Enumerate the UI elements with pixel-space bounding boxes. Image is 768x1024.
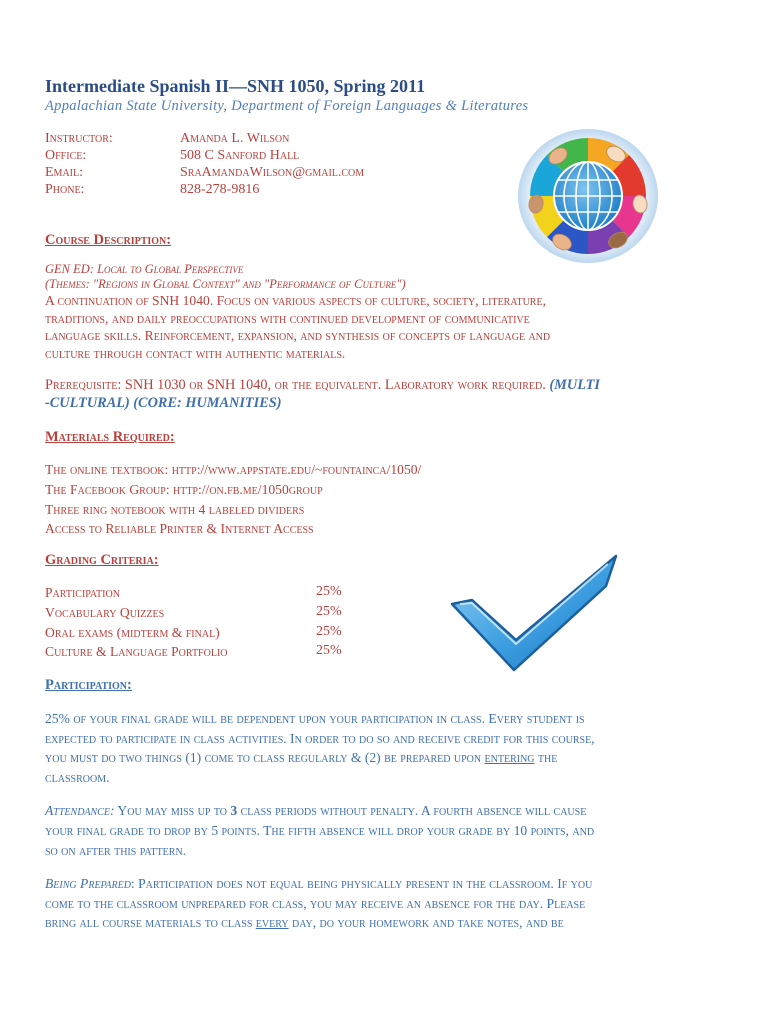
participation-line-1: 25% of your final grade will be dependent upon your participation in class. Every student is — [45, 711, 585, 726]
being-prepared-line-1 — [45, 874, 592, 894]
prerequisite-text: Prerequisite: SNH 1030 or SNH 1040, or the equivalent. Laboratory work required. — [45, 377, 546, 393]
being-prepared-line-3 — [45, 913, 564, 933]
material-item-1: The online textbook: http://www.appstate.edu/~fountainca/1050/ — [45, 462, 422, 477]
phone-label: Phone: — [45, 182, 85, 197]
instructor-value: Amanda L. Wilson — [180, 131, 290, 146]
attendance-number: 3 — [230, 803, 238, 818]
grading-label-2: Vocabulary Quizzes — [45, 605, 165, 620]
email-label: Email: — [45, 165, 83, 180]
description-line-1: A continuation of SNH 1040. Focus on various aspects of culture, society, literature, — [45, 293, 546, 308]
course-description-heading: Course Description: — [45, 232, 172, 248]
participation-line-4: classroom. — [45, 770, 110, 785]
attendance-text-a: You may miss up to — [117, 803, 227, 818]
attendance-line-3: so on after this pattern. — [45, 843, 187, 858]
attendance-text-b: class periods without penalty. A fourth absence will cause — [240, 803, 587, 818]
description-line-4: culture through contact with authentic materials. — [45, 345, 346, 361]
materials-heading: Materials Required: — [45, 429, 175, 445]
participation-line-3-a: you must do two things (1) come to class regularly & (2) be prepared upon — [45, 750, 482, 765]
material-item-4: Access to Reliable Printer & Internet Access — [45, 521, 314, 536]
phone-value: 828-278-9816 — [180, 182, 260, 197]
every-underlined: every — [255, 915, 289, 930]
participation-line-3 — [45, 748, 557, 768]
email-value: SraAmandaWilson@gmail.com — [180, 165, 365, 180]
material-item-3: Three ring notebook with 4 labeled dividers — [45, 502, 305, 517]
description-line-2: traditions, and daily preoccupations with continued development of communicative — [45, 310, 530, 326]
grading-label-3: Oral exams (midterm & final) — [45, 625, 220, 640]
grading-label-4: Culture & Language Portfolio — [45, 644, 228, 659]
grading-label-1: Participation — [45, 585, 120, 600]
checkmark-icon — [448, 552, 620, 674]
office-label: Office: — [45, 148, 87, 163]
being-prepared-line-3-b: day, do your homework and take notes, and be — [291, 915, 564, 930]
instructor-label: Instructor: — [45, 131, 113, 146]
grading-pct-2: 25% — [316, 604, 342, 619]
prerequisite-tag-1: (MULTI — [549, 377, 600, 393]
material-item-2: The Facebook Group: http://on.fb.me/1050group — [45, 482, 323, 497]
page-title: Intermediate Spanish II—SNH 1050, Spring 2011 — [45, 76, 426, 96]
page-subtitle: Appalachian State University, Department of Foreign Languages & Literatures — [45, 98, 529, 114]
grading-pct-4: 25% — [316, 643, 342, 658]
participation-line-2: expected to participate in class activities. In order to do so and receive credit for this course, — [45, 731, 595, 746]
grading-pct-1: 25% — [316, 584, 342, 599]
global-hands-logo-icon — [517, 128, 659, 264]
participation-line-3-b: the — [537, 750, 558, 765]
attendance-line-2: your final grade to drop by 5 points. The fifth absence will drop your grade by 10 points, and — [45, 823, 595, 838]
being-prepared-label: Being Prepared — [45, 876, 131, 891]
grading-heading: Grading Criteria: — [45, 552, 159, 568]
participation-heading: Participation: — [45, 677, 132, 693]
prerequisite-line — [45, 377, 600, 394]
prerequisite-tag-2: -CULTURAL) (CORE: HUMANITIES) — [45, 395, 282, 411]
grading-pct-3: 25% — [316, 624, 342, 639]
description-line-3: language skills. Reinforcement, expansion, and synthesis of concepts of language and — [45, 328, 551, 343]
being-prepared-line-3-a: bring all course materials to class — [45, 915, 253, 930]
attendance-label: Attendance: — [45, 803, 115, 818]
office-value: 508 C Sanford Hall — [180, 148, 300, 163]
being-prepared-line-2: come to the classroom unprepared for class, you may receive an absence for the day. Please — [45, 896, 586, 911]
themes-line: (Themes: "Regions in Global Context" and "Performance of Culture") — [45, 277, 406, 291]
being-prepared-text: : Participation does not equal being physically present in the classroom. If you — [130, 876, 593, 891]
attendance-line-1 — [45, 801, 586, 821]
gen-ed-line: GEN ED: Local to Global Perspective — [45, 262, 244, 276]
entering-underlined: entering — [484, 750, 535, 765]
